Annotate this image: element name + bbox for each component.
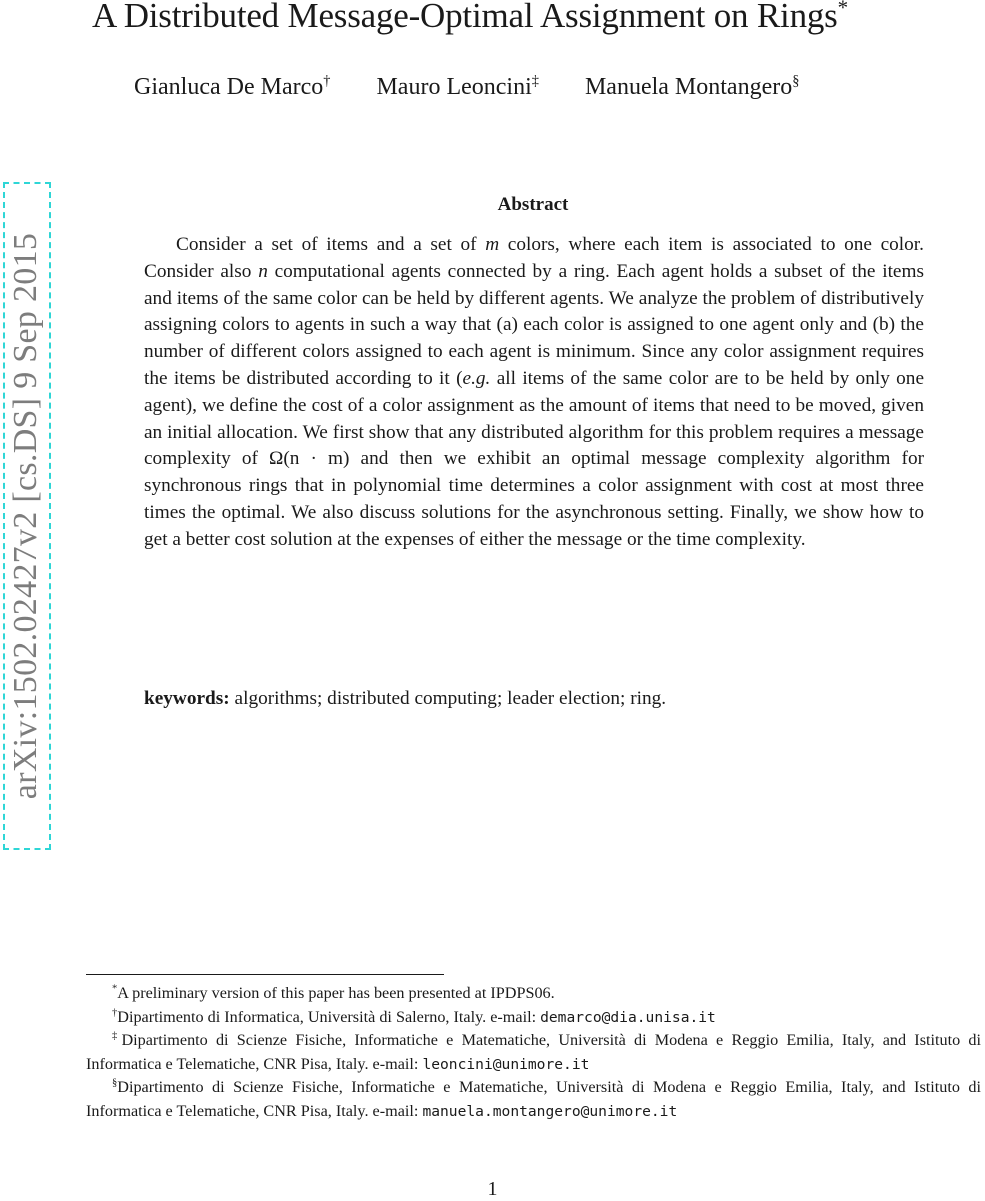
abstract-body <box>144 232 924 554</box>
abbrev-eg: e.g. <box>462 367 491 389</box>
footnote-divider <box>86 974 444 975</box>
author-3 <box>585 74 799 101</box>
paper-title <box>92 0 985 40</box>
footnote-text: Dipartimento di Informatica, Università di Salerno, Italy. e-mail: <box>117 1007 541 1026</box>
keywords-text: algorithms; distributed computing; leader election; ring. <box>234 688 667 709</box>
author-name: Manuela Montangero <box>584 74 793 100</box>
keywords-label: keywords: <box>144 688 230 709</box>
arxiv-stamp-text[interactable]: arXiv:1502.02427v2 [cs.DS] 9 Sep 2015 <box>7 232 44 800</box>
footnote-text: Dipartimento di Scienze Fisiche, Informatiche e Matematiche, Università di Modena e Reggio Emilia, Italy, and Istituto di Informatica e Telematiche, CNR Pisa, Italy. e-mail: <box>86 1031 981 1073</box>
abstract-text: Consider a set of items and a set of <box>176 234 486 255</box>
math-var-m: m <box>485 234 500 255</box>
footnote-item <box>86 982 981 1006</box>
author-footnote-mark: § <box>792 73 800 89</box>
title-footnote-mark: * <box>837 0 848 20</box>
author-1 <box>134 74 330 101</box>
author-name: Gianluca De Marco <box>134 74 324 100</box>
abstract-text: computational agents connected by a ring. Each agent holds a subset of the items and items of the same color can be held by different agents. We analyze the problem of distributively assigning colors to agents in such a way that (a) each color is assigned to one agent only and (b) the number of different colors assigned to each agent is minimum. Since any color assignment requires the items be distributed according to it ( <box>144 260 924 389</box>
footnote-mark: * <box>112 983 118 995</box>
abstract-text: all items of the same color are to be held by only one agent), we define the cost of a color assignment as the amount of items that need to be moved, given an initial allocation. We first show that any distributed algorithm for this problem requires a message complexity of <box>144 367 925 470</box>
author-name: Mauro Leoncini <box>376 74 532 100</box>
footnote-mark: § <box>112 1077 118 1089</box>
author-2 <box>376 74 539 101</box>
author-footnote-mark: † <box>323 73 331 89</box>
math-var-n: n <box>258 260 268 282</box>
footnote-item <box>86 1006 981 1030</box>
abstract-text: colors, where each item is associated to one color. Consider also <box>144 234 924 282</box>
footnote-text: Dipartimento di Scienze Fisiche, Informatiche e Matematiche, Università di Modena e Reggio Emilia, Italy, and Istituto di Informatica e Telematiche, CNR Pisa, Italy. e-mail: <box>86 1078 981 1120</box>
footnote-item <box>86 1076 981 1123</box>
abstract-heading: Abstract <box>497 194 569 215</box>
complexity-formula: Ω(n · m) <box>269 448 350 470</box>
author-footnote-mark: ‡ <box>531 73 539 89</box>
footnote-email[interactable]: leoncini@unimore.it <box>422 1055 590 1073</box>
keywords <box>144 688 924 710</box>
abstract-text: and then we exhibit an optimal message complexity algorithm for synchronous rings that in polynomial time determines a color assignment with cost at most three times the optimal. We also discuss solutions for the asynchronous setting. Finally, we show how to get a better cost solution at the expenses of either the message or the time complexity. <box>144 448 925 550</box>
page-number: 1 <box>487 1178 498 1200</box>
paper-title-text: A Distributed Message-Optimal Assignment on Rings <box>92 0 838 35</box>
footnotes <box>86 982 981 1123</box>
footnote-item <box>86 1029 981 1076</box>
footnote-email[interactable]: manuela.montangero@unimore.it <box>422 1102 678 1120</box>
footnote-text: A preliminary version of this paper has been presented at IPDPS06. <box>117 984 555 1002</box>
footnote-email[interactable]: demarco@dia.unisa.it <box>540 1008 716 1026</box>
footnote-mark: ‡ <box>112 1030 122 1042</box>
author-list <box>134 74 954 101</box>
footnote-mark: † <box>112 1007 118 1019</box>
